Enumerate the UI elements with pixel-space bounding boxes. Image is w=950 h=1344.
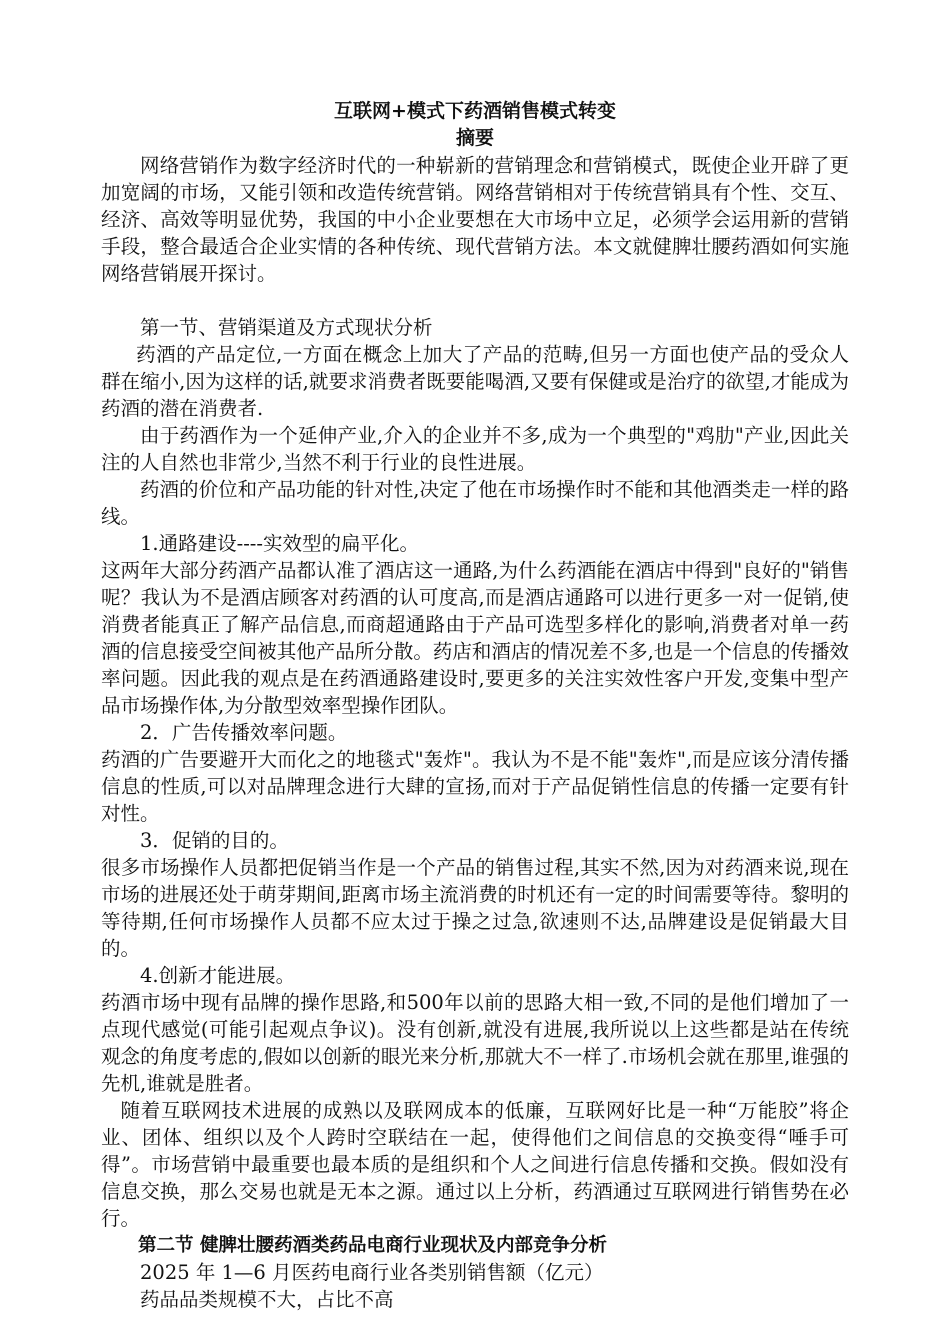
document-title: 互联网+模式下药酒销售模式转变 <box>334 100 616 122</box>
spacer <box>101 287 849 314</box>
paragraph-extension-industry: 由于药酒作为一个延伸产业,介入的企业并不多,成为一个典型的"鸡肋"产业,因此关注的人自然也非常少,当然不利于行业的良性进展。 <box>101 424 849 474</box>
section1-heading: 第一节、营销渠道及方式现状分析 <box>140 316 433 339</box>
document-body <box>101 98 849 1313</box>
item3-heading: 3．促销的目的。 <box>140 829 289 852</box>
item1-heading: 1.通路建设----实效型的扁平化。 <box>140 532 419 555</box>
item1-text: 这两年大部分药酒产品都认准了酒店这一通路,为什么药酒能在酒店中得到"良好的"销售呢？我认为不是酒店顾客对药酒的认可度高,而是酒店通路可以进行更多一对一促销,使消费者能真正了解产品信息,而商超通路由于产品可选型多样化的影响,消费者对单一药酒的信息接受空间被其他产品所分散。药店和酒店的情况差不多,也是一个信息的传播效率问题。因此我的观点是在药酒通路建设时,要更多的关注实效性客户开发,变集中型产品市场操作体,为分散型效率型操作团队。 <box>101 559 849 717</box>
item4-heading: 4.创新才能进展。 <box>140 964 296 987</box>
paragraph-price-function: 药酒的价位和产品功能的针对性,决定了他在市场操作时不能和其他酒类走一样的路线。 <box>101 478 849 528</box>
sales-caption: 2025 年 1—6 月医药电商行业各类别销售额（亿元） <box>140 1261 604 1284</box>
abstract-heading: 摘要 <box>455 127 494 149</box>
paragraph-internet: 随着互联网技术进展的成熟以及联网成本的低廉，互联网好比是一种“万能胶”将企业、团体、组织以及个人跨时空联结在一起，使得他们之间信息的交换变得“唾手可得”。市场营销中最重要也最本质的是组织和个人之间进行信息传播和交换。假如没有信息交换，那么交易也就是无本之源。通过以上分析，药酒通过互联网进行销售势在必行。 <box>101 1099 849 1230</box>
item2-heading: 2．广告传播效率问题。 <box>140 721 348 744</box>
item4-text: 药酒市场中现有品牌的操作思路,和500年以前的思路大相一致,不同的是他们增加了一点现代感觉(可能引起观点争议)。没有创新,就没有进展,我所说以上这些都是站在传统观念的角度考虑的,假如以创新的眼光来分析,那就大不一样了.市场机会就在那里,谁强的先机,谁就是胜者。 <box>101 991 849 1095</box>
paragraph-product-positioning: 药酒的产品定位,一方面在概念上加大了产品的范畴,但另一方面也使产品的受众人群在缩小,因为这样的话,就要求消费者既要能喝酒,又要有保健或是治疗的欲望,才能成为药酒的潜在消费者. <box>101 343 849 420</box>
section2-heading: 第二节 健脾壮腰药酒类药品电商行业现状及内部竞争分析 <box>138 1235 607 1256</box>
abstract-paragraph: 网络营销作为数字经济时代的一种崭新的营销理念和营销模式，既使企业开辟了更加宽阔的市场，又能引领和改造传统营销。网络营销相对于传统营销具有个性、交互、经济、高效等明显优势，我国的中小企业要想在大市场中立足，必须学会运用新的营销手段，整合最适合企业实情的各种传统、现代营销方法。本文就健脾壮腰药酒如何实施网络营销展开探讨。 <box>101 154 849 285</box>
item3-text: 很多市场操作人员都把促销当作是一个产品的销售过程,其实不然,因为对药酒来说,现在市场的进展还处于萌芽期间,距离市场主流消费的时机还有一定的时间需要等待。黎明的等待期,任何市场操作人员都不应太过于操之过急,欲速则不达,品牌建设是促销最大目的。 <box>101 856 849 960</box>
item2-text: 药酒的广告要避开大而化之的地毯式"轰炸"。我认为不是不能"轰炸",而是应该分清传播信息的性质,可以对品牌理念进行大肆的宣扬,而对于产品促销性信息的传播一定要有针对性。 <box>101 748 849 825</box>
category-note: 药品品类规模不大，占比不高 <box>140 1288 394 1311</box>
